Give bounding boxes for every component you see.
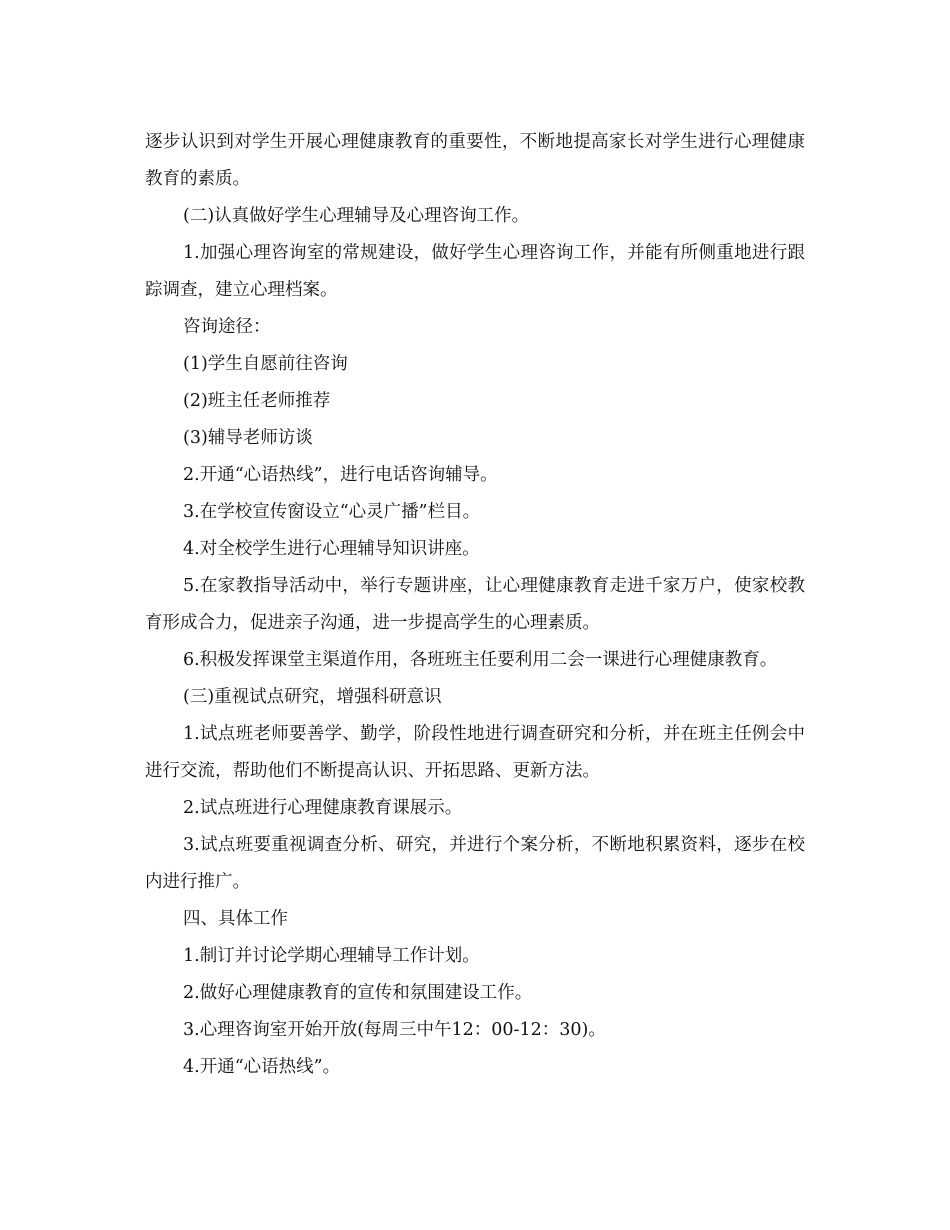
paragraph-item: 5.在家教指导活动中，举行专题讲座，让心理健康教育走进千家万户，使家校教育形成合力，促进亲子沟通，进一步提高学生的心理素质。 bbox=[145, 576, 805, 633]
section-heading-specific-work: 四、具体工作 bbox=[183, 909, 288, 929]
section-heading-research: (三)重视试点研究，增强科研意识 bbox=[183, 687, 442, 707]
paragraph-item: 1.制订并讨论学期心理辅导工作计划。 bbox=[183, 946, 480, 966]
paragraph-label: 咨询途径： bbox=[183, 317, 271, 337]
paragraph-item: 2.做好心理健康教育的宣传和氛围建设工作。 bbox=[183, 983, 533, 1003]
paragraph-item: 2.试点班进行心理健康教育课展示。 bbox=[183, 798, 463, 818]
paragraph-item: 1.试点班老师要善学、勤学，阶段性地进行调查研究和分析，并在班主任例会中进行交流，帮助他们不断提高认识、开拓思路、更新方法。 bbox=[145, 724, 805, 781]
paragraph-item: 4.对全校学生进行心理辅导知识讲座。 bbox=[183, 539, 480, 559]
paragraph-item: 6.积极发挥课堂主渠道作用，各班班主任要利用二会一课进行心理健康教育。 bbox=[183, 650, 778, 670]
paragraph-item: 3.心理咨询室开始开放(每周三中午12：00-12：30)。 bbox=[183, 1020, 606, 1040]
document-page bbox=[145, 124, 805, 1086]
list-item: (1)学生自愿前往咨询 bbox=[183, 354, 348, 374]
paragraph-item: 3.试点班要重视调查分析、研究，并进行个案分析，不断地积累资料，逐步在校内进行推广。 bbox=[145, 835, 805, 892]
list-item: (3)辅导老师访谈 bbox=[183, 428, 313, 448]
paragraph-continuation: 逐步认识到对学生开展心理健康教育的重要性，不断地提高家长对学生进行心理健康教育的素质。 bbox=[145, 132, 805, 189]
list-item: (2)班主任老师推荐 bbox=[183, 391, 331, 411]
paragraph-item: 2.开通“心语热线”，进行电话咨询辅导。 bbox=[183, 465, 498, 485]
section-heading-counseling: (二)认真做好学生心理辅导及心理咨询工作。 bbox=[183, 206, 530, 226]
paragraph-item: 1.加强心理咨询室的常规建设，做好学生心理咨询工作，并能有所侧重地进行跟踪调查，建立心理档案。 bbox=[145, 243, 805, 300]
paragraph-item: 3.在学校宣传窗设立“心灵广播”栏目。 bbox=[183, 502, 481, 522]
paragraph-item: 4.开通“心语热线”。 bbox=[183, 1057, 341, 1077]
